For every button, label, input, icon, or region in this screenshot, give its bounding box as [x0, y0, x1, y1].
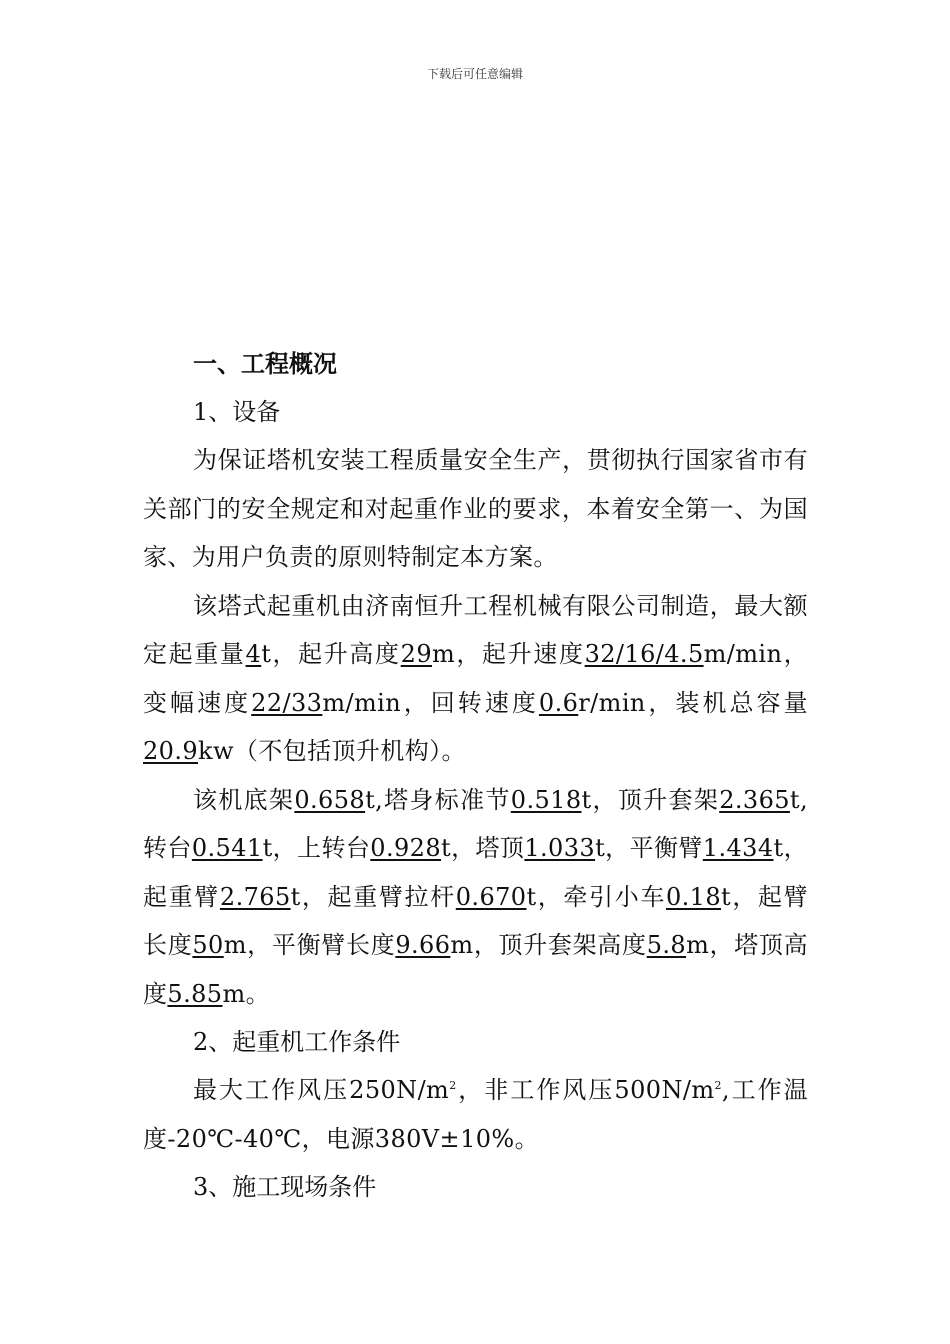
section-title: 一、工程概况 [193, 350, 337, 378]
text: t，起重臂拉杆 [290, 882, 456, 911]
text: kw（不包括顶升机构）。 [198, 737, 466, 765]
text: m，塔顶高度 [143, 931, 808, 1008]
text: t，塔顶 [441, 834, 525, 862]
value-total-capacity: 20.9 [143, 737, 199, 765]
subsection-equipment: 1、设备 [193, 398, 281, 426]
text: ，非工作风压500N/m [456, 1076, 715, 1104]
value-trolley: 0.18 [665, 882, 722, 911]
text: t,塔身标准节 [365, 785, 511, 814]
text: r/min，装机总容量 [578, 688, 808, 717]
plus-minus-sign: ± [439, 1124, 461, 1153]
text: t，上转台 [262, 834, 371, 862]
value-tower-top-height: 5.85 [167, 979, 223, 1008]
paragraph-working-conditions [143, 1066, 808, 1163]
superscript: 2 [714, 1079, 722, 1092]
superscript: 2 [449, 1079, 457, 1092]
text: t,转台 [143, 785, 808, 862]
text: 该机底架 [193, 785, 295, 814]
value-jib: 2.765 [219, 882, 291, 911]
text: t，顶升套架 [581, 785, 720, 814]
value-upper-turntable: 0.928 [370, 834, 442, 862]
value-luffing-speed: 22/33 [251, 688, 323, 717]
document-body [143, 340, 808, 1211]
page-header: 下载后可任意编辑 [426, 67, 523, 81]
value-tower-top: 1.033 [524, 834, 596, 862]
value-climbing-frame: 2.365 [719, 785, 790, 814]
subsection-working-conditions: 2、起重机工作条件 [193, 1028, 401, 1056]
subsection-site-conditions: 3、施工现场条件 [193, 1173, 377, 1201]
text: ,工作温度-20℃-40℃，电源380V [143, 1076, 809, 1153]
paragraph-crane-specs [143, 582, 808, 776]
text: 10%。 [460, 1124, 540, 1153]
value-chassis: 0.658 [294, 785, 366, 814]
text: t，起重臂 [143, 834, 808, 911]
text: m。 [222, 979, 271, 1008]
value-slew-speed: 0.6 [538, 688, 579, 717]
value-lift-height: 29 [400, 640, 433, 668]
value-lift-speed: 32/16/4.5 [584, 640, 704, 668]
text: m，顶升套架高度 [450, 931, 647, 959]
text: t，起臂长度 [143, 882, 808, 959]
value-jib-tie-rod: 0.670 [455, 882, 527, 911]
text: m/min，变幅速度 [143, 640, 808, 717]
text: t，牵引小车 [526, 882, 666, 911]
value-turntable: 0.541 [191, 834, 263, 862]
paragraph-component-weights [143, 776, 808, 1019]
value-counter-jib: 1.434 [702, 834, 774, 862]
text: m，起升速度 [432, 640, 585, 668]
value-max-load: 4 [245, 640, 262, 668]
text: m/min，回转速度 [322, 688, 539, 717]
text: m，平衡臂长度 [223, 931, 396, 959]
value-counter-jib-length: 9.66 [395, 931, 451, 959]
text: 该塔式起重机由济南恒升工程机械有限公司制造，最大额定起重量 [143, 591, 808, 668]
paragraph-purpose: 为保证塔机安装工程质量安全生产，贯彻执行国家省市有关部门的安全规定和对起重作业的要求，本着安全第一、为国家、为用户负责的原则特制定本方案。 [143, 446, 808, 571]
text: t，起升高度 [261, 640, 401, 668]
value-jib-length: 50 [192, 931, 224, 959]
value-climbing-frame-height: 5.8 [646, 931, 687, 959]
text: t，平衡臂 [595, 834, 703, 862]
text: 最大工作风压250N/m [193, 1076, 450, 1104]
value-mast-section: 0.518 [510, 785, 582, 814]
